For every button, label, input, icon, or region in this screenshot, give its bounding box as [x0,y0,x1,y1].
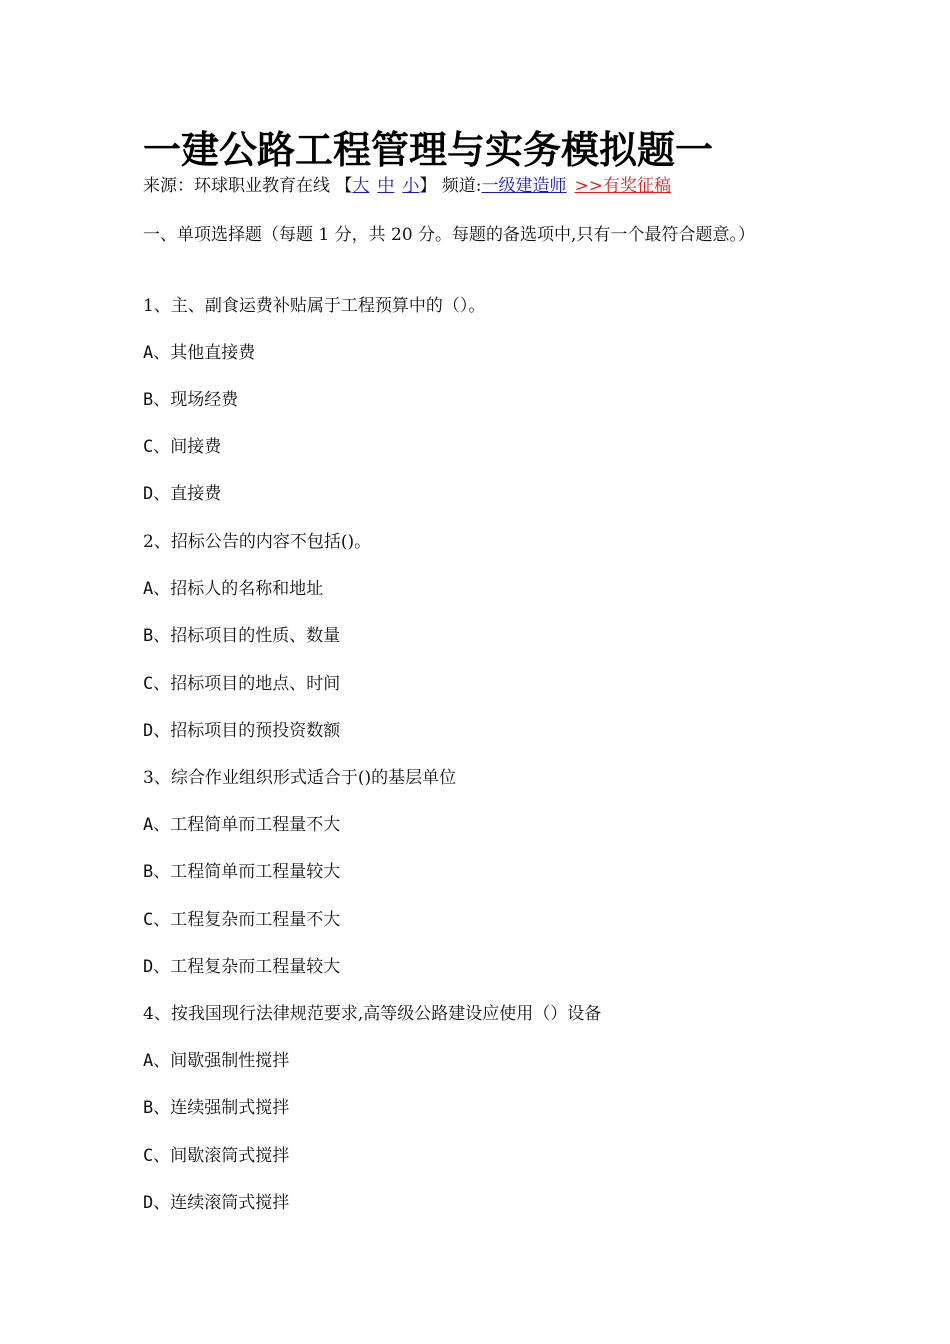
question-option: B、招标项目的性质、数量 [143,626,341,646]
question-option: A、工程简单而工程量不大 [143,815,341,835]
question-option: C、工程复杂而工程量不大 [143,910,341,930]
source-line [143,172,671,200]
question-option: A、其他直接费 [143,343,256,363]
question-stem: 1、主、副食运费补贴属于工程预算中的（）。 [143,296,486,316]
question-stem: 3、综合作业组织形式适合于()的基层单位 [143,768,457,788]
font-size-small-link[interactable]: 小 [402,176,420,196]
question-stem: 4、按我国现行法律规范要求,高等级公路建设应使用（）设备 [143,1004,602,1024]
source-suffix: 】 频道: [419,176,482,196]
question-option: C、间歇滚筒式搅拌 [143,1146,290,1166]
question-option: A、间歇强制性搅拌 [143,1051,290,1071]
contribute-link[interactable]: >>有奖征稿 [574,176,672,196]
source-prefix: 来源：环球职业教育在线 【 [143,176,353,196]
question-option: D、工程复杂而工程量较大 [143,957,341,977]
question-option: B、连续强制式搅拌 [143,1098,290,1118]
question-option: B、工程简单而工程量较大 [143,862,341,882]
question-option: D、连续滚筒式搅拌 [143,1193,290,1213]
question-option: C、间接费 [143,437,222,457]
font-size-medium-link[interactable]: 中 [377,176,395,196]
font-size-large-link[interactable]: 大 [352,176,370,196]
question-option: D、直接费 [143,484,222,504]
question-option: C、招标项目的地点、时间 [143,674,341,694]
question-option: B、现场经费 [143,390,239,410]
section-heading: 一、单项选择题（每题 1 分，共 20 分。每题的备选项中,只有一个最符合题意。） [143,225,755,245]
question-stem: 2、招标公告的内容不包括()。 [143,532,372,552]
page-title: 一建公路工程管理与实务模拟题一 [143,128,714,172]
question-option: A、招标人的名称和地址 [143,579,324,599]
question-option: D、招标项目的预投资数额 [143,721,341,741]
channel-link[interactable]: 一级建造师 [481,176,567,196]
